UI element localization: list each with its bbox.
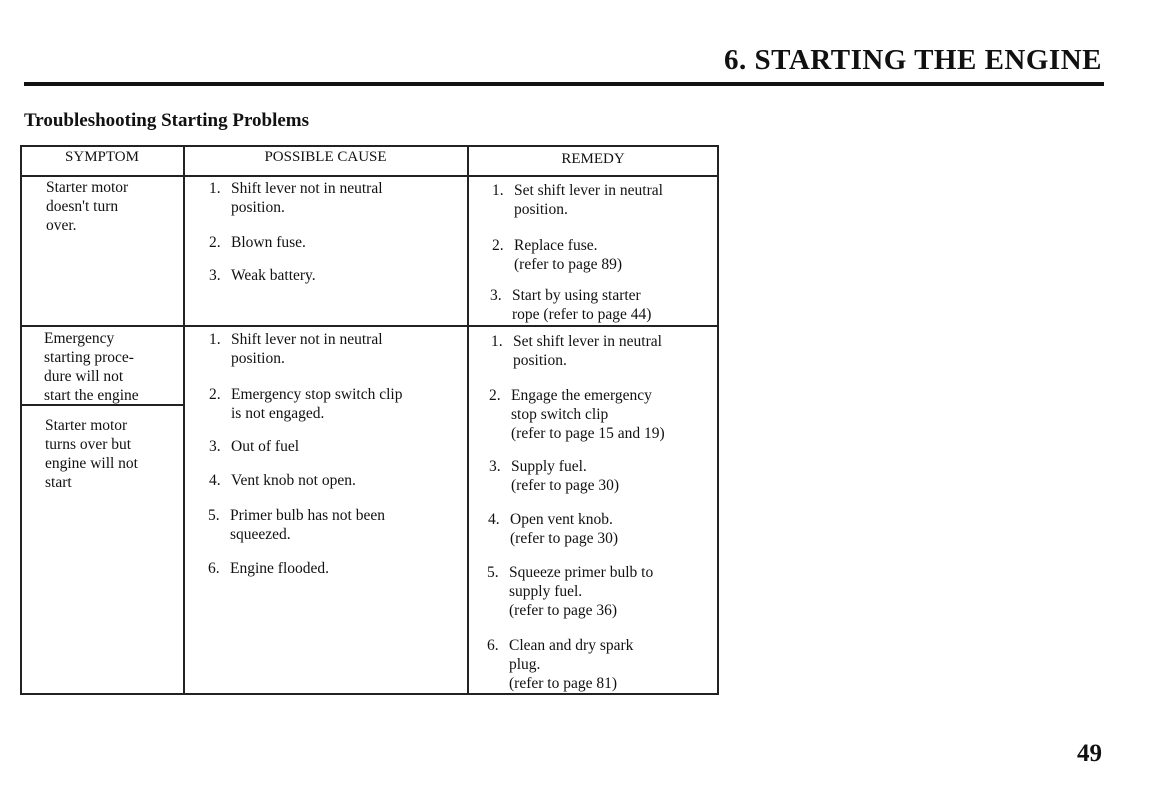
cause-text: Engine flooded. <box>230 560 330 577</box>
remedy-text: Open vent knob. (refer to page 30) <box>510 511 619 547</box>
table-border-left <box>20 145 22 693</box>
section-title: Troubleshooting Starting Problems <box>24 110 310 131</box>
remedy-number: 6. <box>487 637 499 654</box>
cause-text: Shift lever not in neutral position. <box>231 331 383 367</box>
column-divider-2 <box>467 145 469 695</box>
remedy-text: Set shift lever in neutral position. <box>514 182 663 218</box>
header-possible-cause: POSSIBLE CAUSE <box>264 149 387 165</box>
remedy-text: Replace fuse. (refer to page 89) <box>514 237 623 273</box>
cause-text: Blown fuse. <box>231 234 306 251</box>
cause-number: 6. <box>208 560 220 577</box>
symptom-starter-not-turning: Starter motor doesn't turn over. <box>46 179 129 234</box>
cause-item <box>209 385 459 425</box>
remedy-item <box>487 563 709 623</box>
troubleshooting-table <box>20 145 718 695</box>
column-divider-1 <box>183 145 185 694</box>
cause-number: 4. <box>209 472 221 489</box>
remedy-number: 2. <box>492 237 504 254</box>
remedy-text: Clean and dry spark plug. (refer to page 81) <box>509 637 634 692</box>
remedy-item <box>489 457 711 497</box>
symptom-engine-will-not-start: Starter motor turns over but engine will not start <box>45 417 138 491</box>
page-number: 49 <box>1077 740 1102 767</box>
remedy-number: 1. <box>491 333 503 350</box>
remedy-item <box>492 181 712 221</box>
cause-item <box>208 559 458 579</box>
header-remedy: REMEDY <box>561 151 625 167</box>
symptom-emergency-start-fails: Emergency starting proce- dure will not start the engine <box>44 330 139 404</box>
remedy-text: Set shift lever in neutral position. <box>513 333 662 369</box>
remedy-item <box>488 510 710 550</box>
chapter-title: 6. STARTING THE ENGINE <box>724 44 1102 76</box>
cause-text: Vent knob not open. <box>231 472 356 489</box>
cause-item <box>209 266 459 286</box>
cause-number: 1. <box>209 331 221 348</box>
remedy-item <box>490 286 712 326</box>
cause-number: 1. <box>209 180 221 197</box>
remedy-number: 2. <box>489 387 501 404</box>
remedy-number: 5. <box>487 564 499 581</box>
table-border-top <box>20 145 718 147</box>
cause-text: Shift lever not in neutral position. <box>231 180 383 216</box>
remedy-item <box>489 386 711 446</box>
cause-text: Primer bulb has not been squeezed. <box>230 507 385 543</box>
remedy-text: Start by using starter rope (refer to page 44) <box>512 287 652 323</box>
cause-number: 2. <box>209 386 221 403</box>
cause-text: Out of fuel <box>231 438 300 455</box>
remedy-number: 4. <box>488 511 500 528</box>
remedy-text: Supply fuel. (refer to page 30) <box>511 458 620 494</box>
remedy-text: Squeeze primer bulb to supply fuel. (refer to page 36) <box>509 564 654 619</box>
remedy-number: 3. <box>490 287 502 304</box>
remedy-text: Engage the emergency stop switch clip (refer to page 15 and 19) <box>511 387 665 442</box>
cause-item <box>209 330 459 370</box>
header-symptom: SYMPTOM <box>65 149 139 165</box>
cause-number: 3. <box>209 438 221 455</box>
header-rule <box>24 82 1104 86</box>
cause-number: 3. <box>209 267 221 284</box>
cause-item <box>209 233 459 253</box>
remedy-item <box>487 636 709 694</box>
cause-item <box>209 437 459 457</box>
header-divider <box>20 175 718 177</box>
cause-number: 2. <box>209 234 221 251</box>
remedy-item <box>491 332 711 372</box>
remedy-item <box>492 236 712 276</box>
remedy-number: 3. <box>489 458 501 475</box>
cause-item <box>209 179 459 219</box>
cause-number: 5. <box>208 507 220 524</box>
remedy-number: 1. <box>492 182 504 199</box>
cause-text: Emergency stop switch clip is not engaged. <box>231 386 403 422</box>
cause-text: Weak battery. <box>231 267 316 284</box>
cause-item <box>209 471 459 491</box>
table-border-right <box>717 145 719 695</box>
cause-item <box>208 506 458 546</box>
